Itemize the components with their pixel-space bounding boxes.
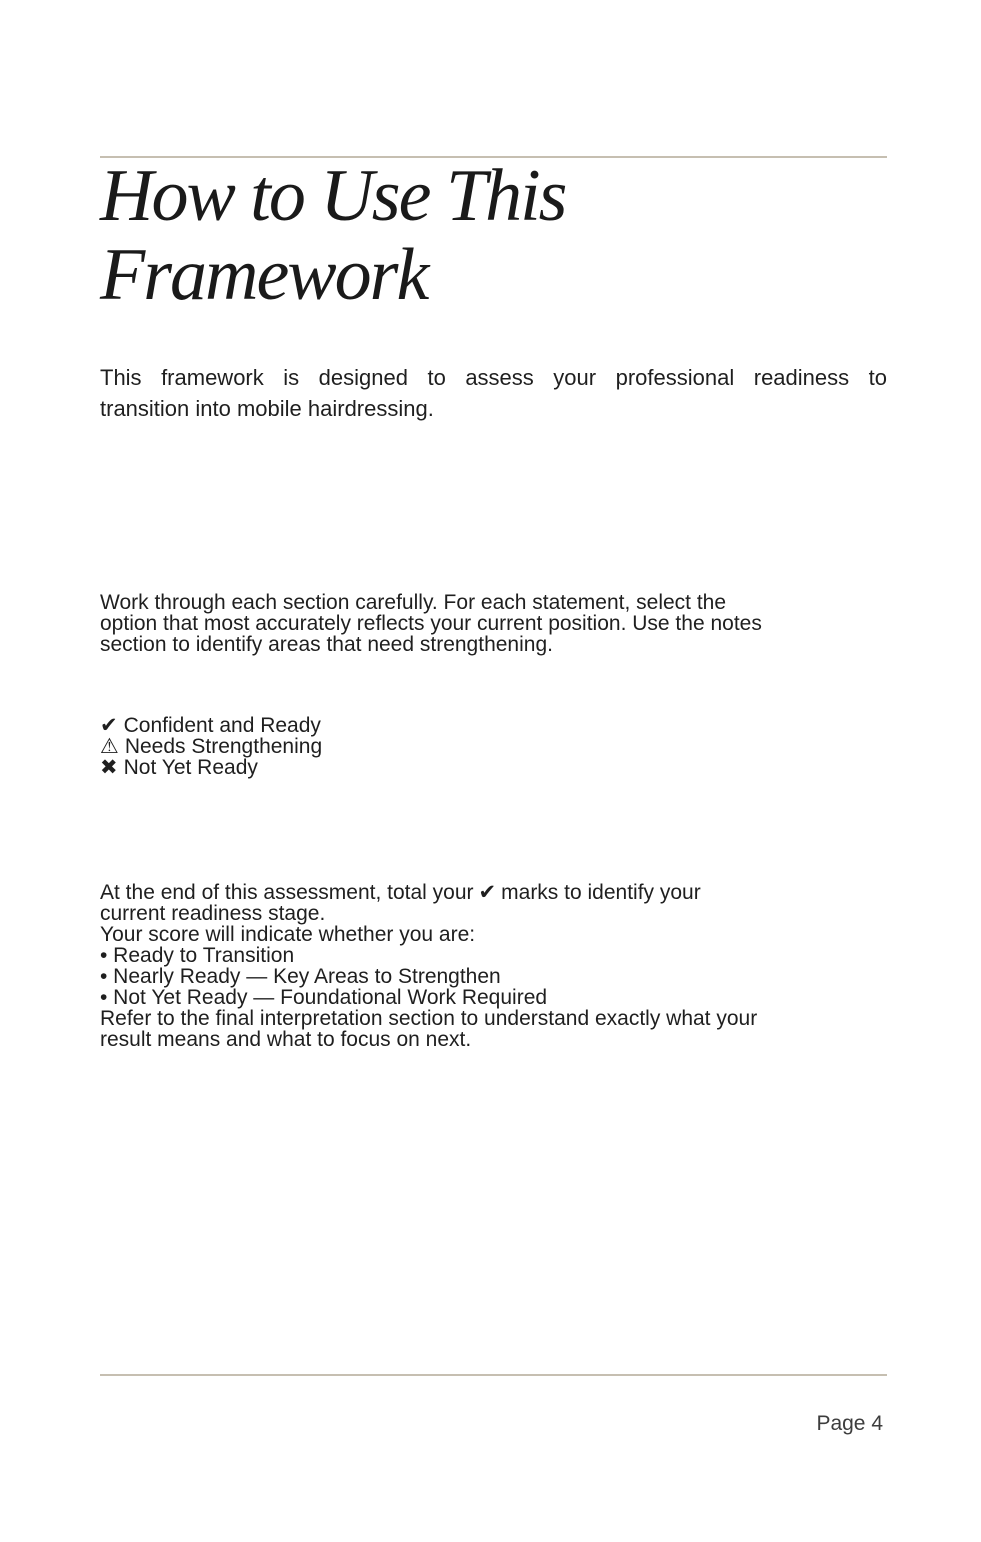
warning-icon: ⚠ xyxy=(100,734,119,758)
legend-label-confident: Confident and Ready xyxy=(123,714,321,737)
scoring-line-1-before: At the end of this assessment, total your xyxy=(100,881,474,904)
instructions-line-2: option that most accurately reflects your current position. Use the notes xyxy=(100,612,762,635)
page-title xyxy=(100,157,887,315)
instructions-line-1: Work through each section carefully. For each statement, select the xyxy=(100,591,727,614)
instructions-line-3: section to identify areas that need strengthening. xyxy=(100,633,553,656)
scoring-paragraph xyxy=(100,882,887,1050)
scoring-bullet-ready: • Ready to Transition xyxy=(100,944,295,967)
x-icon: ✖ xyxy=(100,755,118,779)
intro-line-1: This framework is designed to assess your professional readiness to xyxy=(100,365,887,390)
intro-line-2: transition into mobile hairdressing. xyxy=(100,396,434,421)
page-number: Page 4 xyxy=(816,1412,883,1435)
legend-item-needs-strengthening xyxy=(100,736,887,757)
page-title-line-1: How to Use This xyxy=(100,155,566,237)
scoring-line-2: current readiness stage. xyxy=(100,902,326,925)
check-icon: ✔ xyxy=(478,880,497,904)
legend-label-needs-strengthening: Needs Strengthening xyxy=(124,735,323,758)
scoring-outro-line-1: Refer to the final interpretation section to understand exactly what your xyxy=(100,1007,758,1030)
scoring-bullet-nearly-ready: • Nearly Ready — Key Areas to Strengthen xyxy=(100,965,501,988)
symbol-legend xyxy=(100,715,887,778)
legend-label-not-ready: Not Yet Ready xyxy=(123,756,258,779)
legend-item-confident xyxy=(100,715,887,736)
scoring-line-1-after: marks to identify your xyxy=(501,881,701,904)
page-footer xyxy=(100,1412,883,1436)
check-icon: ✔ xyxy=(100,713,118,737)
instructions-paragraph xyxy=(100,592,887,655)
page-title-line-2: Framework xyxy=(100,234,428,316)
legend-item-not-ready xyxy=(100,757,887,778)
intro-paragraph xyxy=(100,362,887,424)
scoring-outro-line-2: result means and what to focus on next. xyxy=(100,1028,472,1051)
scoring-line-3: Your score will indicate whether you are: xyxy=(100,923,476,946)
scoring-line-1 xyxy=(100,882,887,903)
scoring-bullet-not-ready: • Not Yet Ready — Foundational Work Required xyxy=(100,986,548,1009)
bottom-divider xyxy=(100,1374,887,1376)
